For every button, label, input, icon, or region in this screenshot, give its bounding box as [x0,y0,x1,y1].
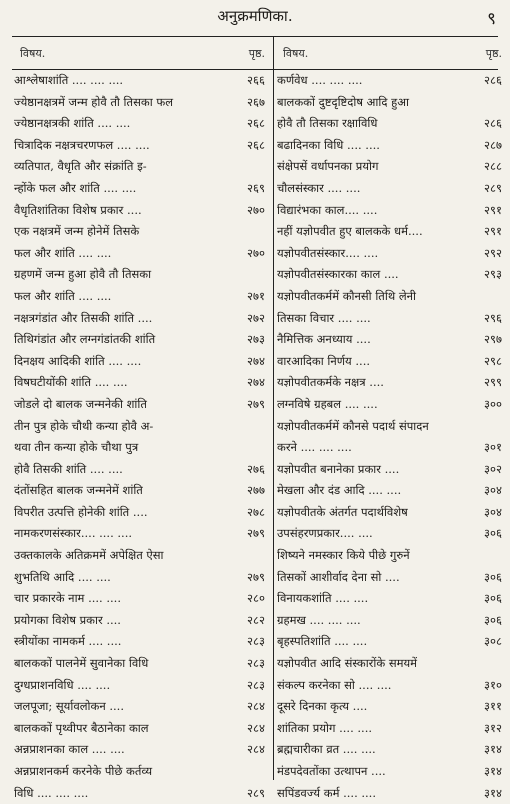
entry-title: फल और शांति .... .... [14,245,112,260]
entry-page: २७२ [247,310,265,325]
entry-page: २७९ [247,396,265,411]
index-entry [14,610,269,632]
entry-page: २७८ [247,504,265,519]
entry-title: शांतिका प्रयोग .... .... [277,720,373,735]
index-entry [14,135,269,157]
index-entry [14,416,269,438]
entry-page: २९१ [484,202,502,217]
index-entry [14,761,269,783]
entry-page: २७० [247,245,265,260]
index-entry [277,135,506,157]
entry-title: यज्ञोपवीतसंस्कारका काल .... [277,267,399,282]
entry-title: संक्षेपसें वर्धापनका प्रयोग [277,159,379,174]
entry-page: २८२ [247,612,265,627]
right-column [277,44,506,804]
index-entry [277,567,506,589]
index-entry [277,329,506,351]
entry-page: २८८ [484,159,502,174]
entry-page: ३१४ [484,764,502,778]
entry-title: तिथिगंडांत और लग्नगंडांतकी शांति [14,332,156,347]
entry-title: यज्ञोपवीतकर्मके नक्षत्र .... [277,375,384,390]
entry-page: २८६ [484,73,502,87]
entry-page: २८० [247,591,265,606]
entry-page: ३०१ [484,440,502,455]
entry-title: मेखला और दंड आदि .... .... [277,483,402,498]
entry-page: २७१ [247,288,265,303]
entry-page: २८९ [484,180,502,195]
header-rule [12,36,498,37]
entry-page: २६९ [247,180,265,195]
index-entry [277,696,506,718]
entry-title: बृहस्पतिशांति .... .... [277,634,368,649]
entry-title: एक नक्षत्रमें जन्म होनेमें तिसके [14,224,140,239]
entry-page: २८६ [484,116,502,131]
left-index-list [14,70,269,804]
subject-label: विषय. [283,47,309,60]
right-index-list [277,70,506,804]
entry-page: २७३ [247,332,265,347]
entry-title: स्त्रीयोंका नामकर्म .... .... [14,634,122,649]
entry-page: ३१४ [484,742,502,757]
index-entry [277,545,506,567]
index-entry [14,437,269,459]
entry-page: ३१४ [484,785,502,800]
entry-title: वैधृतिशांतिका विशेष प्रकार .... [14,202,142,217]
index-entry [14,308,269,330]
entry-title: अन्नप्राशनका काल .... .... [14,742,125,757]
entry-page: ३०८ [484,634,502,649]
entry-title: मंडपदेवतोंका उत्थापन .... [277,764,386,778]
entry-page: २९९ [484,375,502,390]
entry-page: ३०० [484,396,502,411]
index-entry [277,221,506,243]
index-entry [277,286,506,308]
entry-page: ३०२ [484,461,502,476]
entry-title: जोडले दो बालक जन्मनेकी शांति [14,396,147,411]
index-entry [14,243,269,265]
index-entry [277,631,506,653]
entry-title: विनायकशांति .... .... [277,591,369,606]
subject-label: विषय. [20,47,46,60]
entry-title: यज्ञोपवीत बनानेका प्रकार .... [277,461,400,476]
entry-title: यज्ञोपवीत आदि संस्कारोंके समयमें [277,656,418,671]
entry-title: कर्णवेध .... .... .... [277,73,363,87]
index-entry [277,156,506,178]
index-entry [277,761,506,783]
index-entry [14,696,269,718]
entry-page: २६८ [247,116,265,131]
index-entry [277,502,506,524]
index-entry [14,200,269,222]
entry-title: चार प्रकारके नाम .... .... [14,591,121,606]
entry-page: २७६ [247,461,265,476]
entry-page: २९१ [484,224,502,239]
index-entry [14,523,269,545]
index-entry [14,480,269,502]
entry-page: २८४ [247,742,265,757]
entry-page: २७७ [247,483,265,498]
entry-page: २९२ [484,245,502,260]
entry-title: ग्रहमख .... .... .... [277,612,361,627]
index-entry [14,631,269,653]
entry-title: बालककों दुष्टदृष्टिदोष आदि हुआ [277,94,410,109]
entry-page: ३०४ [484,504,502,519]
entry-title: ज्येष्ठानक्षत्रकी शांति .... .... [14,116,131,131]
index-entry [14,113,269,135]
entry-page: २८३ [247,634,265,649]
entry-title: प्रयोगका विशेष प्रकार .... [14,612,121,627]
index-entry [277,416,506,438]
entry-title: फल और शांति .... .... [14,288,112,303]
entry-title: चित्रादिक नक्षत्रचरणफल .... .... [14,137,150,152]
entry-title: नहीं यज्ञोपवीत हुए बालकके धर्म.... [277,224,423,239]
left-column [14,44,269,804]
entry-page: २७९ [247,569,265,584]
entry-page: २७४ [247,353,265,368]
index-entry [277,92,506,114]
entry-title: यज्ञोपवीतके अंतर्गत पदार्थविशेष [277,504,408,519]
index-entry [277,243,506,265]
index-entry [14,372,269,394]
index-entry [14,718,269,740]
index-entry [277,480,506,502]
entry-page: २६८ [247,137,265,152]
entry-title: वारआदिका निर्णय .... [277,353,371,368]
entry-page: २६६ [247,73,265,87]
entry-title: तिसकों आशीर्वाद देना सो .... [277,569,400,584]
entry-title: थवा तीन कन्या होके चौथा पुत्र [14,440,139,455]
index-entry [277,308,506,330]
index-entry [14,783,269,804]
entry-page: २८४ [247,699,265,714]
entry-title: बालककों पालनेमें सुवानेका विधि [14,656,149,671]
index-entry [277,610,506,632]
entry-title: होवै तिसकी शांति .... .... [14,461,123,476]
index-entry [277,351,506,373]
entry-title: करने .... .... .... [277,440,352,455]
page-header [0,6,510,32]
entry-title: विद्यारंभका काल.... .... [277,202,378,217]
entry-title: विधि .... .... .... [14,785,89,800]
entry-title: तिसका विचार .... .... [277,310,371,325]
entry-page: २८३ [247,677,265,692]
entry-title: यज्ञोपवीतकर्ममें कौनसे पदार्थ संपादन [277,418,429,433]
index-entry [14,675,269,697]
entry-title: संकल्प करनेका सो .... .... [277,677,392,692]
entry-page: ३०६ [484,569,502,584]
entry-page: २७० [247,202,265,217]
entry-page: ३११ [484,699,502,714]
entry-title: होवै तौ तिसका रक्षाविधि [277,116,378,131]
index-entry [14,178,269,200]
entry-title: न्होंके फल और शांति .... .... [14,180,137,195]
entry-title: तीन पुत्र होके चौथी कन्या होवै अ- [14,418,154,433]
index-entry [14,221,269,243]
column-divider [273,36,274,780]
entry-page: २७४ [247,375,265,390]
entry-title: बढादिनका विधि .... .... [277,137,380,152]
entry-title: यज्ञोपवीतकर्ममें कौनसी तिथि लेनी [277,288,416,303]
page-label: पृष्ठ. [248,47,265,60]
index-entry [277,523,506,545]
index-entry [14,351,269,373]
index-entry [14,739,269,761]
index-entry [14,653,269,675]
entry-title: उपसंहरणप्रकार.... .... [277,526,373,541]
entry-title: शुभतिथि आदि .... .... [14,569,111,584]
entry-page: ३०६ [484,591,502,606]
index-entry [14,394,269,416]
page-number: ९ [487,9,496,29]
entry-page: २९७ [484,332,502,347]
entry-page: २६७ [247,94,265,109]
page-label: पृष्ठ. [485,47,502,60]
entry-title: दिनक्षय आदिकी शांति .... .... [14,353,142,368]
index-entry [277,459,506,481]
entry-page: ३०६ [484,612,502,627]
entry-page: २७९ [247,526,265,541]
entry-title: नक्षत्रगंडांत और तिसकी शांति .... [14,310,153,325]
index-entry [277,675,506,697]
entry-page: २९८ [484,353,502,368]
index-entry [14,459,269,481]
entry-title: बालककों पृथ्वीपर बैठानेका काल [14,720,149,735]
index-entry [277,588,506,610]
entry-title: दुग्धप्राशनविधि .... .... [14,677,111,692]
entry-page: २९३ [484,267,502,282]
index-entry [277,70,506,92]
index-entry [277,113,506,135]
entry-title: दंतोंसहित बालक जन्मनेमें शांति [14,483,143,498]
index-entry [14,329,269,351]
entry-title: चौलसंस्कार .... .... [277,180,361,195]
entry-page: ३१० [484,677,502,692]
entry-title: लग्नविषे ग्रहबल .... .... [277,396,378,411]
index-entry [277,372,506,394]
entry-title: विषघटीयोंकी शांति .... .... [14,375,128,390]
entry-title: व्यतिपात, वैधृति और संक्रांति इ- [14,159,147,174]
entry-page: ३१२ [484,720,502,735]
page-title: अनुक्रमणिका. [217,7,293,25]
entry-page: २८७ [484,137,502,152]
entry-title: दूसरे दिनका कृत्य .... [277,699,368,714]
index-entry [277,739,506,761]
entry-title: शिष्यने नमस्कार किये पीछे गुरुनें [277,548,410,563]
index-entry [277,264,506,286]
entry-page: २८४ [247,720,265,735]
entry-title: ब्रह्मचारीका व्रत .... .... [277,742,376,757]
index-entry [277,653,506,675]
entry-title: यज्ञोपवीतसंस्कार.... .... [277,245,379,260]
index-entry [14,264,269,286]
index-entry [14,545,269,567]
entry-title: ज्येष्ठानक्षत्रमें जन्म होवै तौ तिसका फल [14,94,173,109]
left-column-header [14,44,269,66]
index-entry [277,178,506,200]
entry-title: ग्रहणमें जन्म हुआ होवै तौ तिसका [14,267,152,282]
index-entry [14,286,269,308]
index-entry [14,502,269,524]
entry-title: विपरीत उत्पत्ति होनेकी शांति .... [14,504,148,519]
index-entry [14,70,269,92]
index-entry [277,437,506,459]
entry-title: उक्तकालके अतिक्रममें अपेक्षित ऐसा [14,548,164,563]
index-entry [277,783,506,804]
entry-title: अन्नप्राशनकर्म करनेके पीछे कर्तव्य [14,764,153,778]
entry-page: २८३ [247,656,265,671]
entry-page: ३०६ [484,526,502,541]
index-entry [14,92,269,114]
index-entry [14,588,269,610]
entry-title: जलपूजा; सूर्यावलोकन .... [14,699,124,714]
index-entry [277,394,506,416]
entry-page: ३०४ [484,483,502,498]
entry-title: नैमित्तिक अनध्याय .... [277,332,371,347]
index-entry [277,718,506,740]
index-entry [14,156,269,178]
entry-title: आश्लेषाशांति .... .... .... [14,73,124,87]
entry-page: २८९ [247,785,265,800]
index-entry [277,200,506,222]
entry-title: नामकरणसंस्कार.... .... .... [14,526,133,541]
index-entry [14,567,269,589]
entry-title: सपिंडवर्ज्य कर्म .... .... [277,785,376,800]
entry-page: २९६ [484,310,502,325]
right-column-header [277,44,506,66]
